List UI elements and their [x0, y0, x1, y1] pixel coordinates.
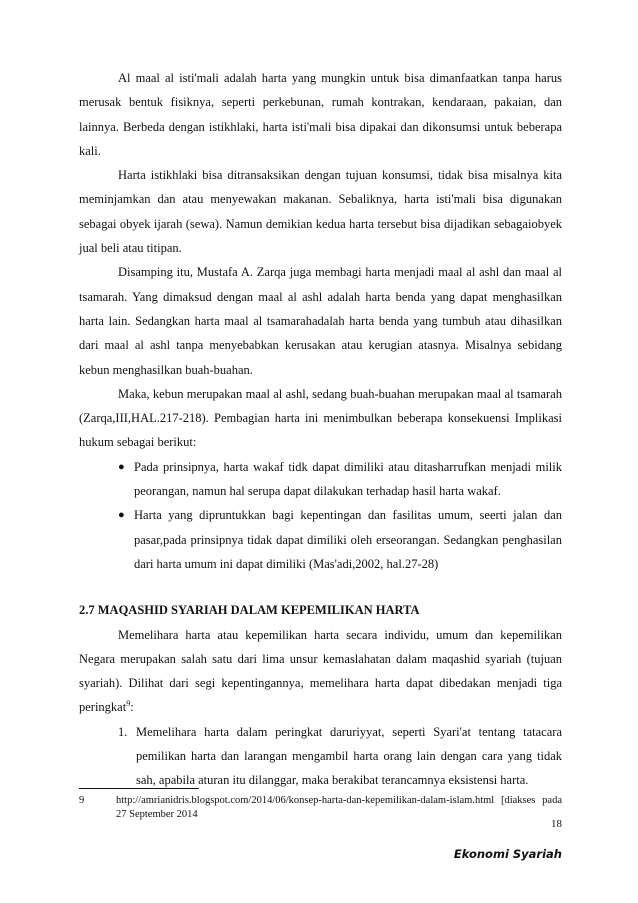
body-text [79, 66, 562, 793]
implication-list [79, 455, 562, 576]
paragraph-3: Disamping itu, Mustafa A. Zarqa juga membagi harta menjadi maal al ashl dan maal al tsamarah. Yang dimaksud dengan maal al ashl adalah harta benda yang dapat menghasilkan harta lain. Sedangkan harta maal al tsamarahadalah harta benda yang tumbuh atau dihasilkan dari maal al ashl tanpa menyebabkan kerusakan atau kerugian atasnya. Misalnya sebidang kebun menghasilkan buah-buahan. [79, 265, 562, 377]
paragraph-1: Al maal al isti'mali adalah harta yang mungkin untuk bisa dimanfaatkan tanpa harus merusak bentuk fisiknya, seperti perkebunan, rumah kontrakan, kendaraan, pakaian, dan lainnya. Berbeda dengan istikhlaki, harta isti'mali bisa dipakai dan dikonsumsi untuk beberapa kali. [79, 71, 562, 158]
list-item [118, 720, 562, 793]
list-item [118, 503, 562, 576]
bullet-icon: ● [118, 460, 125, 473]
footnote-divider [79, 788, 199, 789]
section-intro-text: Memelihara harta atau kepemilikan harta secara individu, umum dan kepemilikan Negara merupakan salah satu dari lima unsur kemaslahatan dalam maqashid syariah (tujuan syariah). Dilihat dari segi kepentingannya, memelihara harta dapat dibedakan menjadi tiga peringkat [79, 627, 562, 715]
bullet-icon: ● [118, 509, 125, 522]
list-item-number: 1. [118, 724, 128, 739]
section-heading: 2.7 MAQASHID SYARIAH DALAM KEPEMILIKAN HARTA [79, 603, 420, 618]
footnote-reference[interactable]: 9 [126, 699, 131, 709]
running-footer: Ekonomi Syariah [453, 847, 562, 861]
list-item-text: Pada prinsipnya, harta wakaf tidk dapat dimiliki atau ditasharrufkan menjadi milik peorangan, namun hal serupa dapat dilakukan terhadap hasil harta wakaf. [134, 459, 562, 499]
list-item-text: Harta yang dipruntukkan bagi kepentingan dan fasilitas umum, seerti jalan dan pasar,pada prinsipnya tidak dapat dimiliki oleh erseorangan. Sedangkan penghasilan dari harta umum ini dapat dimiliki (Mas'adi,2002, hal.27-28) [134, 508, 562, 571]
paragraph-2: Harta istikhlaki bisa ditransaksikan dengan tujuan konsumsi, tidak bisa misalnya kita meminjamkan dan atau menyewakan makanan. Sebaliknya, harta isti'mali bisa digunakan sebagai obyek ijarah (sewa). Namun demikian kedua harta tersebut bisa dijadikan sebagaiobyek jual beli atau titipan. [79, 168, 562, 256]
footnote-number: 9 [79, 795, 85, 806]
preservation-levels-list [79, 720, 562, 793]
paragraph-4: Maka, kebun merupakan maal al ashl, sedang buah-buahan merupakan maal al tsamarah (Zarqa,III,HAL.217-218). Pembagian harta ini menimbulkan beberapa konsekuensi Implikasi hukum sebagai berikut: [79, 386, 562, 450]
footnote-text: http://amrianidris.blogspot.com/2014/06/konsep-harta-dan-kepemilikan-dalam-islam.html [diakses pada 27 September 2014 [116, 795, 562, 820]
list-item-text: Memelihara harta dalam peringkat daruriyyat, seperti Syari'at tentang tatacara pemilikan harta dan larangan mengambil harta orang lain dengan cara yang tidak sah, apabila aturan itu dilanggar, maka berakibat terancamnya eksistensi harta. [136, 724, 562, 788]
page-number: 18 [551, 818, 562, 830]
footnote [79, 794, 562, 822]
section-intro [79, 623, 562, 720]
section-intro-end: : [130, 700, 134, 715]
list-item [118, 455, 562, 504]
